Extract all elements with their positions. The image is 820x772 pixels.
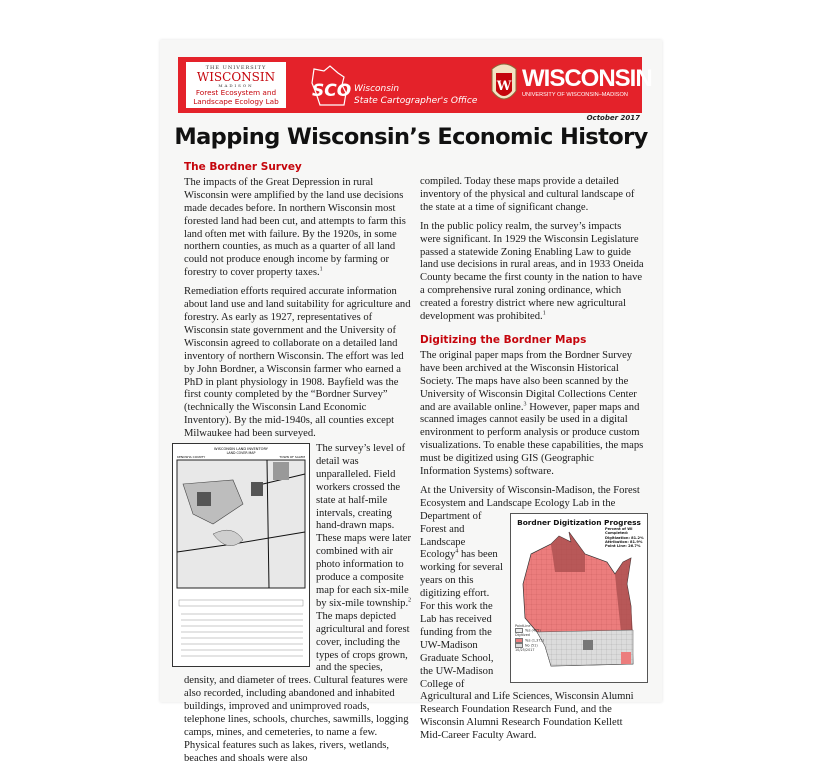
figure-text: PointLine (515, 623, 531, 628)
completion-stats (605, 527, 647, 549)
svg-text:LAND COVER MAP: LAND COVER MAP (226, 451, 256, 456)
left-column (177, 161, 412, 772)
forest-lab-logo (186, 62, 286, 108)
logo-text: MADISON (218, 83, 254, 88)
page-title: Mapping Wisconsin’s Economic History (174, 124, 648, 150)
paragraph: The survey’s level of detail was unparalleled. Field workers crossed the state at half-mile intervals, creating hand-drawn maps. These maps were later combined with air photo information to produce a composite map for each six-mile by six-mile township.$^2$ The maps depicted agricultural and forest cover, including the types of crops grown, and the species, density, and diameter of trees. Cultural features were also recorded, including abandoned and inhabited buildings, improved and unimproved roads, telephone lines, schools, churches, sawmills, logging camps, mines, and cemeteries, to name a few. Physical features such as lakes, rivers, wetlands, beaches and shoals were also (184, 443, 412, 764)
right-column (420, 176, 644, 749)
map-legend (515, 624, 544, 653)
logo-text: Forest Ecosystem and (195, 88, 277, 97)
land-inventory-map-figure (172, 443, 310, 667)
uw-madison-logo (522, 66, 652, 99)
sco-mark: SCO (312, 81, 352, 101)
figure-title: Bordner Digitization Progress (517, 517, 641, 527)
paragraph: At the University of Wisconsin-Madison, the Forest Ecosystem and Landscape Ecology Lab in the Bordner Digitization Progress Percent of WI Completed: Digitization: 81.2% Attribution: 81.9% Point Line: 26.7% PointLine Yes (455) Digitized Yes (1,375) No (51) 10/25/2017 Department of Forest and Landscape Ecology$^4$ has been working for several years on this digitizing effort. For this work the Lab has received funding from the UW-Madison Graduate School, the UW-Madison College of Agricultural and Life Sciences, Wisconsin Alumni Research Foundation Research Fund, and the Wisconsin Alumni Research Foundation Kellett Mid-Career Faculty Award. (420, 485, 644, 743)
header-banner (178, 57, 652, 113)
figure-text: Yes (1,375) (525, 638, 544, 643)
svg-text:WISCONSIN LAND INVENTORY: WISCONSIN LAND INVENTORY (214, 447, 268, 452)
paragraph: The impacts of the Great Depression in rural Wisconsin were amplified by the land use decisions made decades before. In northern Wisconsin most forested land had been cut, and attempts to farm this land often met with failure. By the 1920s, in some northern counties, as much as a quarter of all land could not produce enough income by farming or forestry to cover property taxes.$^1$ (184, 176, 406, 279)
logo-text: THE UNIVERSITY (205, 65, 267, 71)
figure-text: Digitized (515, 633, 530, 638)
uw-wordmark: WISCONSIN (522, 65, 652, 92)
sco-logo (308, 63, 488, 109)
paragraph: In the public policy realm, the survey’s impacts were significant. In 1929 the Wisconsin Legislature passed a statewide Zoning Enabling Law to guide land use decisions in rural areas, and in 1933 Oneida County became the first county in the nation to have a comprehensive rural zoning ordinance, which created a forestry district where new agricultural development was prohibited.$^1$ (420, 220, 644, 323)
digitization-progress-figure (510, 513, 648, 683)
logo-text: WISCONSIN (196, 70, 276, 84)
paragraph: The original paper maps from the Bordner Survey have been archived at the Wisconsin Historical Society. The maps have also been scanned by the University of Wisconsin Digital Collections Center and are available online.$^3$ However, paper maps and scanned images cannot easily be used in a digital environment to perform analysis or produce custom visualizations. To enable these capabilities, the maps must be digitized using GIS (Geographic Information Systems) software. (420, 349, 644, 478)
section-heading: The Bordner Survey (184, 161, 302, 173)
figure-text: Yes (455) (525, 628, 541, 633)
figure-text: Percent of WI Completed: (605, 526, 633, 536)
logo-text: Landscape Ecology Lab (193, 97, 279, 106)
figure-text: Digitization: 81.2% (605, 535, 644, 540)
uw-subtitle: UNIVERSITY OF WISCONSIN–MADISON (522, 92, 628, 98)
sco-line1: Wisconsin (354, 84, 400, 94)
svg-text:KENOSHA COUNTY: KENOSHA COUNTY (177, 455, 206, 460)
svg-text:TOWN OF SALEM: TOWN OF SALEM (279, 455, 305, 460)
issue-date: October 2017 (586, 114, 640, 122)
figure-text: No (51) (525, 643, 538, 648)
svg-text:W: W (496, 79, 512, 94)
section-heading: Digitizing the Bordner Maps (420, 333, 587, 346)
figure-text: Point Line: 26.7% (605, 544, 641, 549)
sco-line2: State Cartographer's Office (354, 96, 478, 106)
land-cover-map-image (173, 444, 309, 666)
paragraph: compiled. Today these maps provide a detailed inventory of the physical and cultural landscape of the state at a time of significant change. (420, 176, 635, 213)
figure-text: 10/25/2017 (515, 648, 535, 653)
paragraph: Remediation efforts required accurate information about land use and land suitability for agriculture and forestry. As early as 1927, representatives of Wisconsin state government and the University of Wisconsin agreed to collaborate on a detailed land inventory of northern Wisconsin. The effort was led by John Bordner, a Wisconsin farmer who earned a PhD in plant physiology in 1908. Bayfield was the first county completed by the “Bordner Survey” (technically the Wisconsin Land Economic Inventory). By the mid-1940s, all counties except Milwaukee had been surveyed. (184, 286, 411, 440)
uw-crest-icon (490, 61, 518, 107)
figure-text: Attribution: 81.9% (605, 539, 643, 544)
